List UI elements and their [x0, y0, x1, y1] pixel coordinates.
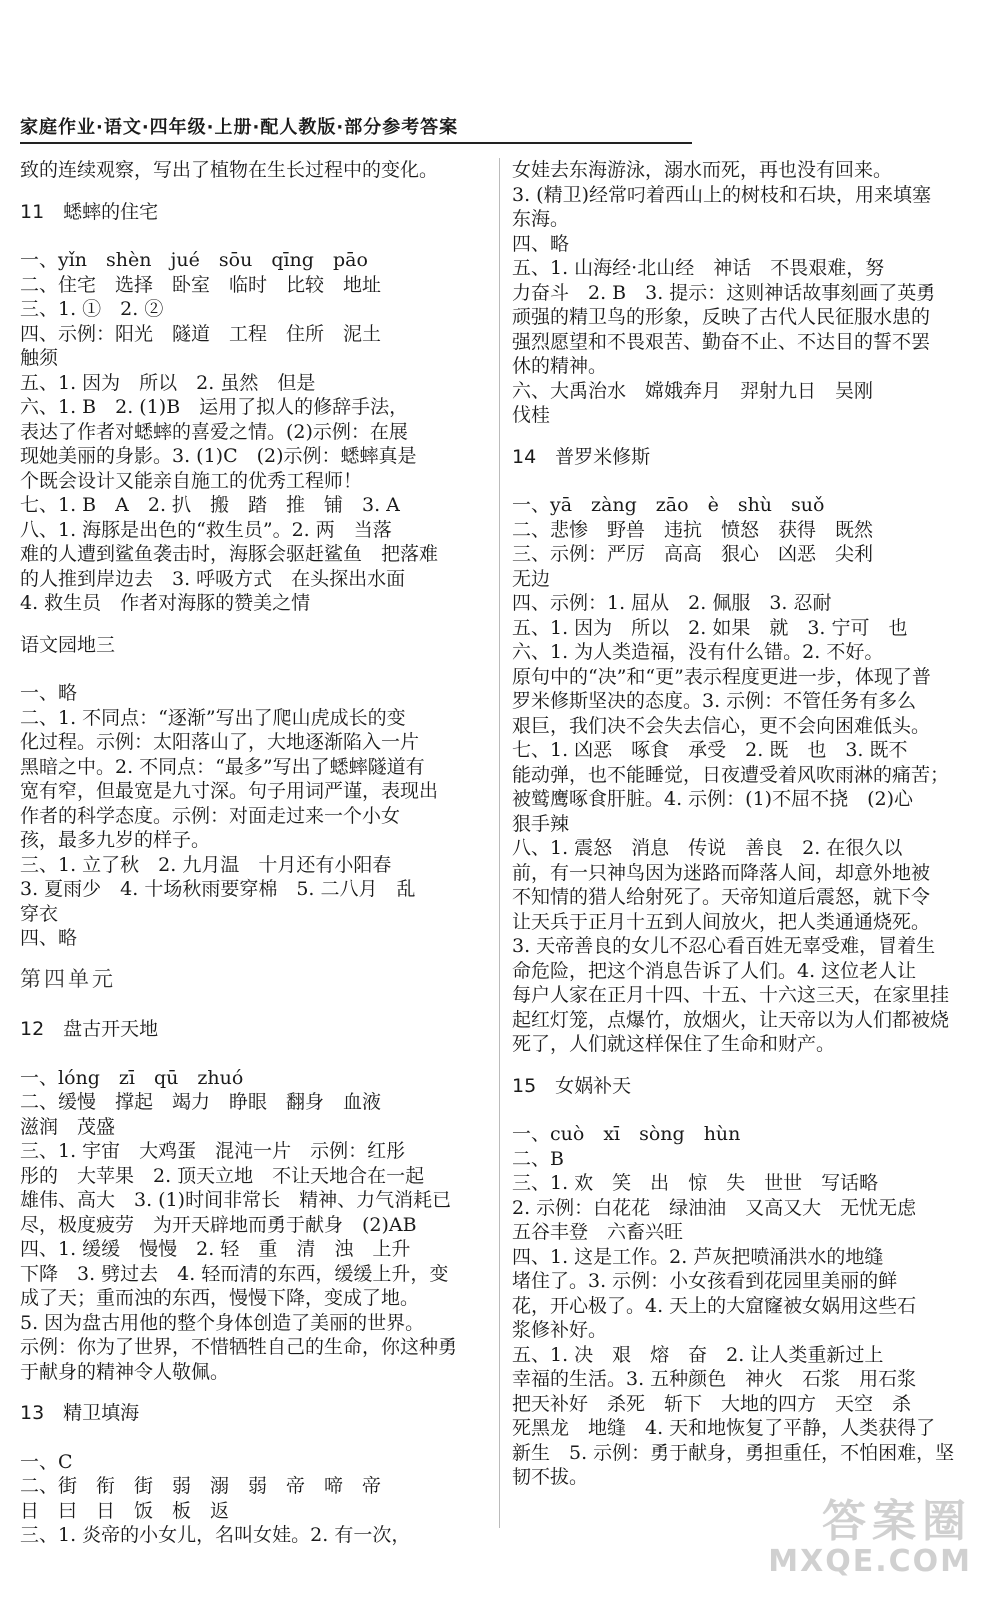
answer-line: 三、1. 宇宙 大鸡蛋 混沌一片 示例：红彤 — [20, 1140, 406, 1162]
answer-line: 被鹫鹰啄食肝脏。4. 示例：(1)不屈不挠 (2)心 — [512, 788, 913, 810]
answer-line: 三、1. 立了秋 2. 九月温 十月还有小阳春 — [20, 853, 392, 876]
answer-line: 休的精神。 — [512, 355, 608, 377]
unit-title: 第四单元 — [20, 966, 116, 991]
answer-line: 触须 — [20, 347, 59, 369]
answer-line: 六、1. B 2. (1)B 运用了拟人的修辞手法， — [20, 396, 409, 418]
answer-line: 五、1. 因为 所以 2. 虽然 但是 — [20, 371, 316, 394]
answer-line: 3. 天帝善良的女儿不忍心看百姓无辜受难，冒着生 — [512, 935, 936, 957]
answer-line: 女娃去东海游泳，溺水而死，再也没有回来。 — [512, 159, 893, 181]
answer-line: 宽有窄，但最宽是九寸深。句子用词严谨，表现出 — [20, 780, 439, 802]
column-divider — [499, 158, 500, 1528]
right-column — [512, 158, 982, 1490]
answer-line: 4. 救生员 作者对海豚的赞美之情 — [20, 592, 311, 614]
section-title: 14 普罗米修斯 — [512, 445, 651, 468]
answer-line: 四、略 — [512, 232, 570, 255]
answer-line: 五、1. 决 艰 熔 奋 2. 让人类重新过上 — [512, 1343, 884, 1366]
answer-line: 五、1. 山海经·北山经 神话 不畏艰难，努 — [512, 257, 885, 279]
answer-line: 二、B — [512, 1147, 564, 1170]
answer-line: 把天补好 杀死 斩下 大地的四方 天空 杀 — [512, 1392, 912, 1415]
answer-line: 四、略 — [20, 927, 78, 949]
answer-line: 七、1. 凶恶 啄食 承受 2. 既 也 3. 既不 — [512, 739, 908, 761]
answer-line: 黑暗之中。2. 不同点：“最多”写出了蟋蟀隧道有 — [20, 755, 425, 778]
answer-line: 于献身的精神令人敬佩。 — [20, 1360, 230, 1383]
answer-line: 死了，人们就这样保住了生命和财产。 — [512, 1033, 836, 1055]
answer-line: 成了天；重而浊的东西，慢慢下降，变成了地。 — [20, 1287, 420, 1309]
answer-line: 一、略 — [20, 682, 78, 704]
answer-line: 现她美丽的身影。3. (1)C (2)示例：蟋蟀真是 — [20, 445, 417, 467]
answer-line: 顽强的精卫鸟的形象，反映了古代人民征服水患的 — [512, 306, 931, 328]
watermark — [768, 1498, 972, 1578]
answer-line: 3. (精卫)经常叼着西山上的树枝和石块，用来填塞 — [512, 183, 931, 206]
answer-line: 二、1. 不同点：“逐渐”写出了爬山虎成长的变 — [20, 706, 406, 729]
answer-line: 雄伟、高大 3. (1)时间非常长 精神、力气消耗已 — [20, 1189, 452, 1211]
answer-line: 艰巨，我们决不会失去信心，更不会向困难低头。 — [512, 714, 931, 737]
answer-line: 不知情的猎人给射死了。天帝知道后震怒，就下令 — [512, 886, 931, 908]
answer-line: 八、1. 海豚是出色的“救生员”。2. 两 当落 — [20, 518, 392, 541]
answer-line: 的人推到岸边去 3. 呼吸方式 在头探出水面 — [20, 567, 406, 590]
section-title: 15 女娲补天 — [512, 1074, 632, 1097]
answer-line: 四、示例：阳光 隧道 工程 住所 泥土 — [20, 322, 382, 345]
answer-line: 力奋斗 2. B 3. 提示：这则神话故事刻画了英勇 — [512, 281, 936, 304]
answer-line: 三、1. ① 2. ② — [20, 298, 164, 320]
answer-line: 原句中的“决”和“更”表示程度更进一步，体现了普 — [512, 665, 931, 688]
answer-line: 四、示例：1. 屈从 2. 佩服 3. 忍耐 — [512, 592, 832, 614]
answer-line: 彤的 大苹果 2. 顶天立地 不让天地合在一起 — [20, 1164, 425, 1187]
section-title: 语文园地三 — [20, 633, 116, 656]
answer-line: 一、yā zàng zāo è shù suǒ — [512, 494, 825, 516]
answer-line: 新生 5. 示例：勇于献身，勇担重任，不怕困难，坚 — [512, 1441, 955, 1464]
answer-line: 四、1. 缓缓 慢慢 2. 轻 重 清 浊 上升 — [20, 1238, 411, 1260]
watermark-url: MXQE.COM — [768, 1544, 972, 1579]
left-column — [20, 158, 486, 1548]
answer-line: 能动弹，也不能睡觉，日夜遭受着风吹雨淋的痛苦； — [512, 763, 950, 786]
answer-line: 一、C — [20, 1450, 73, 1473]
answer-line: 五谷丰登 六畜兴旺 — [512, 1221, 684, 1243]
answer-line: 狠手辣 — [512, 812, 570, 835]
answer-line: 无边 — [512, 567, 551, 590]
answer-line: 示例：你为了世界，不惜牺牲自己的生命，你这种勇 — [20, 1336, 458, 1358]
answer-line: 罗米修斯坚决的态度。3. 示例：不管任务有多么 — [512, 690, 917, 712]
answer-line: 四、1. 这是工作。2. 芦灰把喷涌洪水的地缝 — [512, 1245, 884, 1268]
answer-line: 孩，最多九岁的样子。 — [20, 829, 211, 851]
answer-line: 滋润 茂盛 — [20, 1115, 116, 1138]
watermark-logo: 答案圈 — [822, 1496, 972, 1547]
answer-line: 死黑龙 地缝 4. 天和地恢复了平静，人类获得了 — [512, 1417, 936, 1439]
answer-line: 堵住了。3. 示例：小女孩看到花园里美丽的鲜 — [512, 1270, 898, 1292]
answer-line: 一、lóng zī qū zhuó — [20, 1066, 244, 1089]
answer-line: 二、街 衔 街 弱 溺 弱 帝 啼 帝 — [20, 1475, 382, 1497]
answer-line: 让天兵于正月十五到人间放火，把人类通通烧死。 — [512, 910, 931, 933]
answer-line: 六、1. 为人类造福，没有什么错。2. 不好。 — [512, 641, 884, 663]
header-rule — [20, 142, 692, 144]
answer-line: 三、1. 欢 笑 出 惊 失 世世 写话略 — [512, 1172, 879, 1194]
answer-line: 七、1. B A 2. 扒 搬 踏 推 铺 3. A — [20, 494, 400, 516]
answer-line: 二、悲惨 野兽 违抗 愤怒 获得 既然 — [512, 518, 874, 541]
answer-line: 浆修补好。 — [512, 1319, 608, 1341]
answer-line: 伐桂 — [512, 404, 551, 426]
answer-line: 一、yǐn shèn jué sōu qīng pāo — [20, 249, 368, 271]
page-header: 家庭作业·语文·四年级·上册·配人教版·部分参考答案 — [20, 117, 459, 138]
answer-line: 二、住宅 选择 卧室 临时 比较 地址 — [20, 273, 382, 296]
answer-line: 起红灯笼，点爆竹，放烟火，让天帝以为人们都被烧 — [512, 1008, 950, 1031]
answer-line: 前，有一只神鸟因为迷路而降落人间，却意外地被 — [512, 861, 931, 884]
answer-line: 二、缓慢 撑起 竭力 睁眼 翻身 血液 — [20, 1091, 382, 1113]
answer-line: 强烈愿望和不畏艰苦、勤奋不止、不达目的誓不罢 — [512, 330, 931, 353]
answer-line: 致的连续观察，写出了植物在生长过程中的变化。 — [20, 159, 439, 181]
answer-line: 日 曰 日 饭 板 返 — [20, 1499, 230, 1522]
answer-line: 个既会设计又能亲自施工的优秀工程师！ — [20, 469, 363, 492]
answer-line: 韧不拔。 — [512, 1466, 589, 1488]
answer-line: 作者的科学态度。示例：对面走过来一个小女 — [20, 804, 401, 827]
answer-line: 花，开心极了。4. 天上的大窟窿被女娲用这些石 — [512, 1294, 917, 1317]
section-title: 12 盘古开天地 — [20, 1018, 159, 1040]
answer-line: 每户人家在正月十四、十五、十六这三天，在家里挂 — [512, 984, 950, 1006]
answer-line: 尽，极度疲劳 为开天辟地而勇于献身 (2)AB — [20, 1213, 417, 1236]
answer-line: 幸福的生活。3. 五种颜色 神火 石浆 用石浆 — [512, 1368, 917, 1390]
answer-line: 难的人遭到鲨鱼袭击时，海豚会驱赶鲨鱼 把落难 — [20, 543, 439, 565]
answer-line: 3. 夏雨少 4. 十场秋雨要穿棉 5. 二八月 乱 — [20, 878, 416, 900]
section-title: 11 蟋蟀的住宅 — [20, 200, 159, 223]
answer-line: 三、1. 炎帝的小女儿，名叫女娃。2. 有一次， — [20, 1524, 411, 1546]
answer-line: 东海。 — [512, 208, 570, 230]
answer-line: 一、cuò xī sòng hùn — [512, 1123, 741, 1145]
answer-line: 化过程。示例：太阳落山了，大地逐渐陷入一片 — [20, 731, 420, 753]
answer-line: 5. 因为盘古用他的整个身体创造了美丽的世界。 — [20, 1311, 425, 1334]
answer-line: 六、大禹治水 嫦娥奔月 羿射九日 吴刚 — [512, 379, 874, 402]
section-title: 13 精卫填海 — [20, 1402, 140, 1424]
answer-line: 2. 示例：白花花 绿油油 又高又大 无忧无虑 — [512, 1196, 917, 1219]
answer-line: 八、1. 震怒 消息 传说 善良 2. 在很久以 — [512, 837, 903, 859]
answer-line: 下降 3. 劈过去 4. 轻而清的东西，缓缓上升，变 — [20, 1262, 449, 1285]
answer-line: 命危险，把这个消息告诉了人们。4. 这位老人让 — [512, 959, 917, 982]
answer-line: 表达了作者对蟋蟀的喜爱之情。(2)示例：在展 — [20, 420, 408, 443]
answer-line: 三、示例：严厉 高高 狠心 凶恶 尖利 — [512, 543, 874, 565]
answer-line: 五、1. 因为 所以 2. 如果 就 3. 宁可 也 — [512, 616, 908, 639]
answer-line: 穿衣 — [20, 902, 59, 925]
